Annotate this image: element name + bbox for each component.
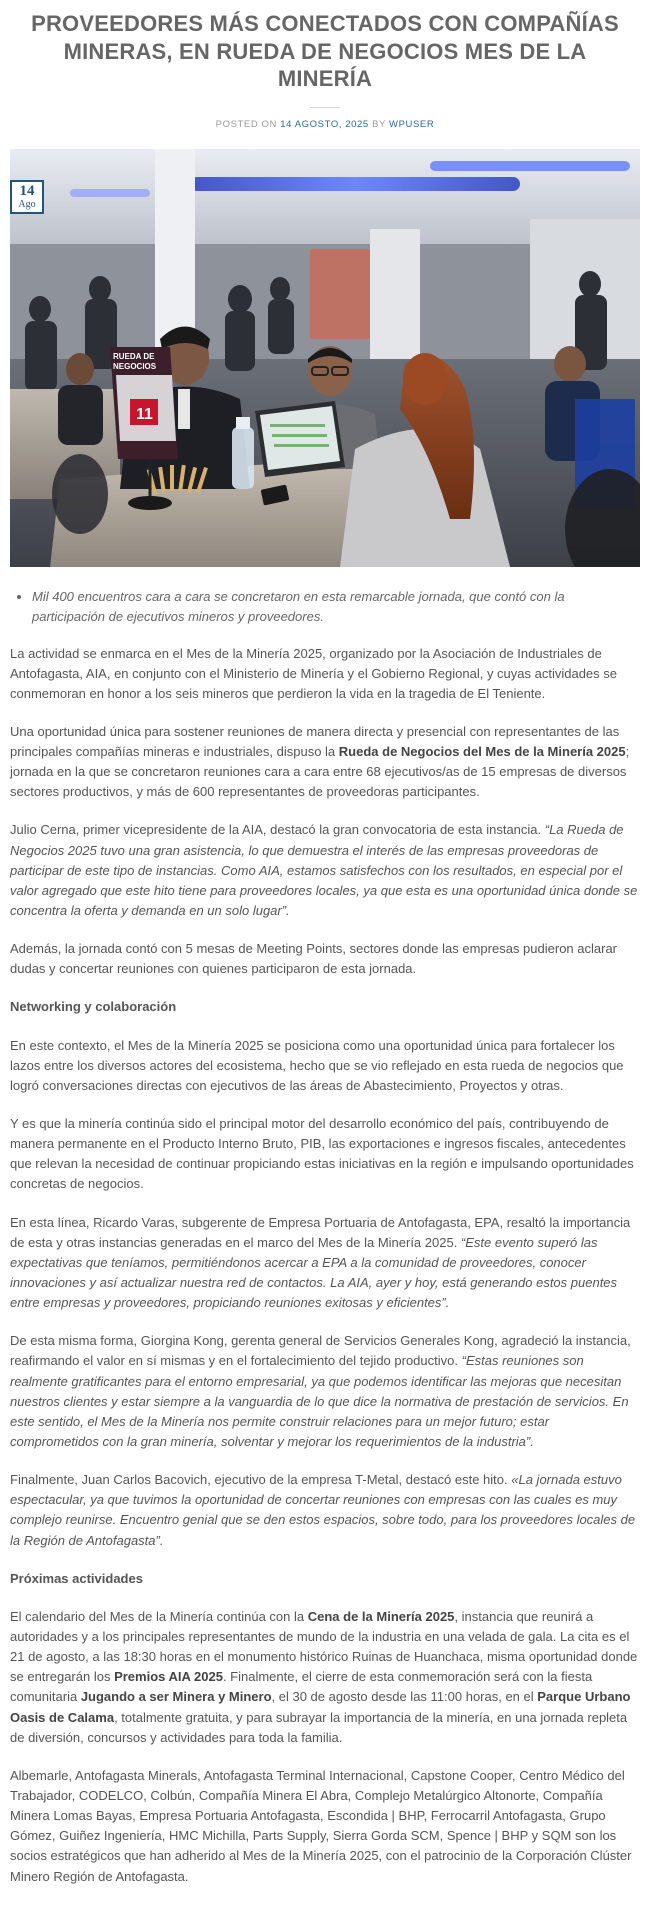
article-body [10,644,640,1887]
paragraph-7 [10,1213,640,1314]
highlight-list [10,587,640,627]
paragraph-10-strong-b: Cena de la Minería 2025 [307,1608,455,1624]
paragraph-10-strong-d: Premios AIA 2025 [114,1669,223,1685]
page-title: PROVEEDORES MÁS CONECTADOS CON COMPAÑÍAS MINERAS, EN RUEDA DE NEGOCIOS MES DE LA MINERÍA [31,11,619,91]
highlight-item: • Mil 400 encuentros cara a cara se concretaron en esta remarcable jornada, que contó con la participación de ejecutivos mineros y proveedores. [32,587,640,627]
photo-sign-line2: NEGOCIOS [113,362,157,372]
posted-on-label: POSTED ON [215,118,277,130]
paragraph-10-text-i: , totalmente gratuita, y para subrayar la importancia de la minería, en una jornada repleta de diversión, concursos y actividades para toda la familia. [10,1709,628,1745]
heading-proximas: Próximas actividades [10,1570,143,1586]
paragraph-10-strong-f: Jugando a ser Minera y Minero [80,1689,272,1705]
paragraph-10 [10,1607,640,1748]
photo-sign-number: 11 [136,406,153,424]
paragraph-7-text: En esta línea, Ricardo Varas, subgerente de Empresa Portuaria de Antofagasta, EPA, resaltó la importancia de esta y otras instancias generadas en el marco del Mes de la Minería 2025. [10,1214,631,1250]
by-label: BY [372,118,386,130]
paragraph-10-text-c: , instancia que reunirá a autoridades y a los principales representantes de mundo de la industria en una velada de gala. La cita es el 21 de agosto, a las 18:30 horas en el monumento histórico Ruinas de Huanchaca, misma oportunidad donde se entregarán los [10,1608,638,1685]
photo-sign-line1: RUEDA DE [113,352,155,362]
paragraph-9-quote: «La jornada estuvo espectacular, ya que tuvimos la oportunidad de concertar reuniones con empresas con las cuales es muy complejo reunirse. Encuentro genial que se den estos espacios, sobre todo, para los proveedores locales de la Región de Antofagasta”. [10,1472,636,1548]
badge-day: 14 [19,183,35,200]
date-badge [10,180,44,214]
paragraph-6: Y es que la minería continúa sido el principal motor del desarrollo económico del país, contribuyendo de manera permanente en el Producto Interno Bruto, PIB, las exportaciones e ingresos fiscales, antecedentes que relevan la necesidad de continuar propiciando estas iniciativas en la región e impulsando oportunidades concretas de negocios. [10,1116,634,1192]
paragraph-9 [10,1470,640,1551]
paragraph-3-text: Julio Cerna, primer vicepresidente de la AIA, destacó la gran convocatoria de esta instancia. [10,822,545,838]
badge-month: Ago [18,199,36,211]
paragraph-10-strong-h: Parque Urbano Oasis de Calama [10,1689,631,1725]
paragraph-2-text-c: ; jornada en la que se concretaron reuniones cara a cara entre 68 ejecutivos/as de 15 empresas de diversos sectores productivos, y más de 600 representantes de proveedoras participantes. [10,744,630,800]
paragraph-1: La actividad se enmarca en el Mes de la Minería 2025, organizado por la Asociación de Industriales de Antofagasta, AIA, en conjunto con el Ministerio de Minería y el Gobierno Regional, y cuyas actividades se conmemoran en honor a los seis mineros que perdieron la vida en la tragedia de El Teniente. [10,645,618,701]
featured-image [10,149,640,567]
paragraph-3 [10,820,640,921]
paragraph-10-text-e: . Finalmente, el cierre de esta conmemoración será con la fiesta comunitaria [10,1669,593,1705]
title-divider [310,107,340,108]
paragraph-7-quote: “Este evento superó las expectativas que teníamos, permitiéndonos acercar a EPA a la comunidad de proveedores, conocer innovaciones y así actualizar nuestra red de contactos. La AIA, ayer y hoy, está generando estos puentes entre empresas y proveedores, propiciando reuniones exitosas y eficientes”. [10,1234,618,1311]
event-photo [10,149,640,567]
paragraph-2-text-a: Una oportunidad única para sostener reuniones de manera directa y presencial con representantes de las principales compañías mineras e industriales, dispuso la [10,723,620,760]
paragraph-8-quote: “Estas reuniones son realmente gratificantes para el entorno empresarial, ya que podemos identificar las mejoras que necesitan nuestros clientes y estar siempre a la vanguardia de lo que dice la normativa de prestación de servicios. En este sentido, el Mes de la Minería nos permite construir relaciones para un mejor futuro; estar comprometidos con la gran minería, solventar y mejorar los requerimientos de la industria”. [10,1353,629,1449]
paragraph-5: En este contexto, el Mes de la Minería 2025 se posiciona como una oportunidad única para fortalecer los lazos entre los diversos actores del ecosistema, hecho que se vio reflejado en esta rueda de negocios que logró conversaciones directas con ejecutivos de las áreas de Abastecimiento, Proyectos y otras. [10,1037,624,1093]
heading-networking: Networking y colaboración [10,999,177,1015]
paragraph-2 [10,722,640,803]
author-link[interactable]: WPUSER [389,118,435,130]
post-date-link[interactable]: 14 AGOSTO, 2025 [280,118,369,130]
paragraph-2-strong: Rueda de Negocios del Mes de la Minería 2025 [338,744,626,760]
post-meta [10,118,640,133]
paragraph-8-text: De esta misma forma, Giorgina Kong, gerenta general de Servicios Generales Kong, agradeció la instancia, reafirmando el valor en sí mismas y en el fortalecimiento del tejido productivo. [10,1333,631,1369]
paragraph-10-text-a: El calendario del Mes de la Minería continúa con la [10,1608,308,1624]
paragraph-4: Además, la jornada contó con 5 mesas de Meeting Points, sectores donde las empresas pudieron aclarar dudas y concertar reuniones con quienes participaron de esta jornada. [10,941,618,977]
paragraph-3-quote: “La Rueda de Negocios 2025 tuvo una gran asistencia, lo que demuestra el interés de las empresas proveedoras de participar de este tipo de instancias. Como AIA, estamos satisfechos con los resultados, en especial por el valor agregado que este hito tiene para proveedores locales, ya que esta es una oportunidad única donde se concentra la oferta y demanda en un solo lugar”. [10,822,638,919]
paragraph-8 [10,1331,640,1452]
paragraph-10-text-g: , el 30 de agosto desde las 11:00 horas, en el [271,1689,538,1705]
paragraph-9-text: Finalmente, Juan Carlos Bacovich, ejecutivo de la empresa T-Metal, destacó este hito. [10,1472,512,1488]
paragraph-11: Albemarle, Antofagasta Minerals, Antofagasta Terminal Internacional, Capstone Cooper, Centro Médico del Trabajador, CODELCO, Colbún, Compañía Minera El Abra, Complejo Metalúrgico Altonorte, Compañía Minera Lomas Bayas, Empresa Portuaria Antofagasta, Escondida | BHP, Ferrocarril Antofagasta, Grupo Gómez, Guiñez Ingeniería, HMC Michilla, Parts Supply, Sierra Gorda SCM, Spence | BHP y SQM son los socios estratégicos que han adherido al Mes de la Minería 2025, con el patrocinio de la Corporación Clúster Minero Región de Antofagasta. [10,1767,632,1884]
